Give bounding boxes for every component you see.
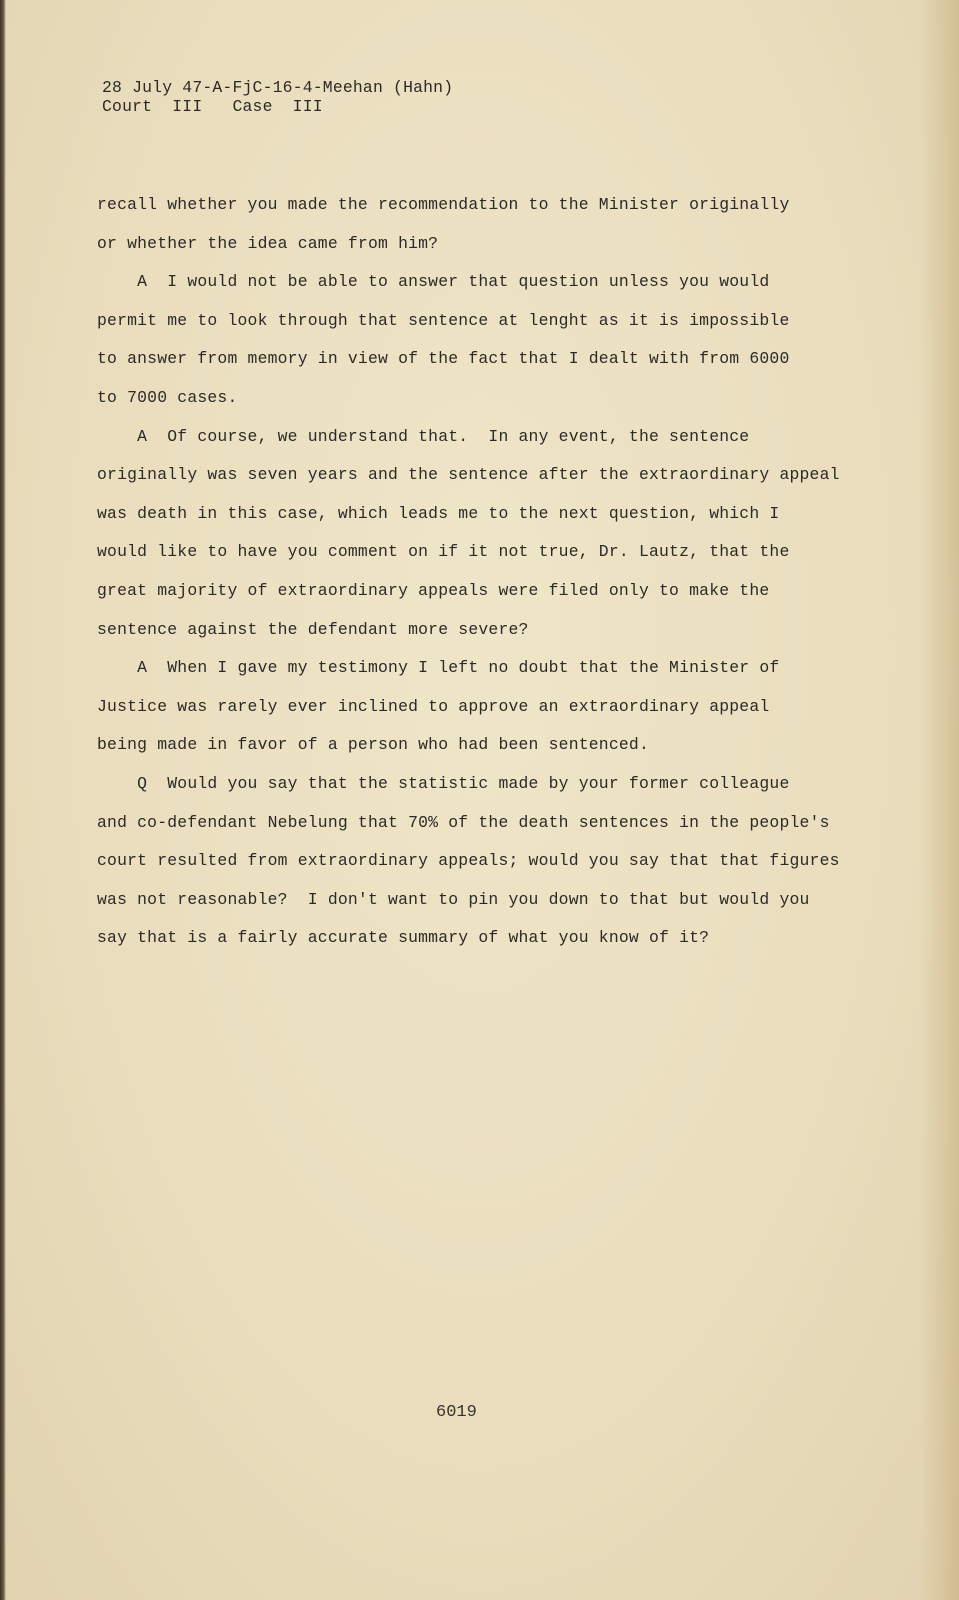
transcript-line: was not reasonable? I don't want to pin you down to that but would you — [97, 889, 810, 909]
header-court-case-line: Court III Case III — [102, 97, 323, 116]
transcript-line: say that is a fairly accurate summary of what you know of it? — [97, 928, 710, 948]
transcript-line: was death in this case, which leads me to the next question, which I — [97, 503, 780, 523]
header-reference-line: 28 July 47-A-FjC-16-4-Meehan (Hahn) — [102, 78, 454, 97]
transcript-line: originally was seven years and the sentence after the extraordinary appeal — [97, 465, 840, 485]
transcript-line: permit me to look through that sentence at lenght as it is impossible — [97, 310, 790, 330]
scan-edge-left — [0, 0, 6, 1600]
transcript-line: Q Would you say that the statistic made by your former colleague — [97, 773, 790, 793]
transcript-line: Justice was rarely ever inclined to approve an extraordinary appeal — [97, 696, 770, 716]
scan-edge-right — [919, 0, 959, 1600]
transcript-body — [97, 186, 867, 958]
transcript-line: would like to have you comment on if it not true, Dr. Lautz, that the — [97, 542, 790, 562]
transcript-line: or whether the idea came from him? — [97, 233, 439, 253]
transcript-line: recall whether you made the recommendation to the Minister originally — [97, 195, 790, 214]
transcript-line: being made in favor of a person who had been sentenced. — [97, 735, 649, 755]
page-number: 6019 — [436, 1403, 477, 1422]
transcript-line: sentence against the defendant more severe? — [97, 619, 529, 639]
transcript-line: court resulted from extraordinary appeals; would you say that that figures — [97, 851, 840, 871]
transcript-line: to 7000 cases. — [97, 387, 238, 407]
transcript-line: to answer from memory in view of the fact that I dealt with from 6000 — [97, 349, 790, 369]
transcript-line: A When I gave my testimony I left no doubt that the Minister of — [97, 658, 780, 678]
transcript-line: great majority of extraordinary appeals were filed only to make the — [97, 580, 770, 600]
transcript-line: A Of course, we understand that. In any event, the sentence — [97, 426, 750, 446]
transcript-line: and co-defendant Nebelung that 70% of the death sentences in the people's — [97, 812, 830, 832]
document-header — [102, 78, 453, 116]
transcript-line: A I would not be able to answer that question unless you would — [97, 272, 770, 292]
